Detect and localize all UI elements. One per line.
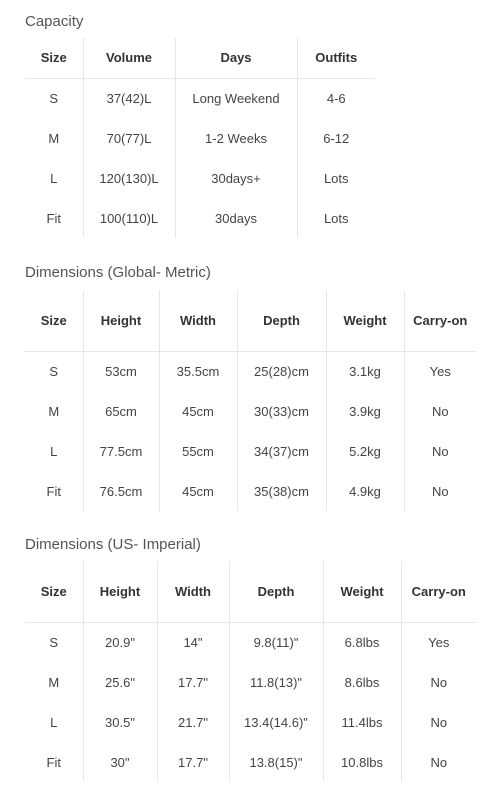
cell-height: 30.5" — [83, 702, 157, 742]
cell-size: Fit — [25, 471, 83, 511]
cell-carry-on: No — [430, 754, 448, 770]
cell-width: 17.7" — [157, 662, 229, 702]
cell-size: S — [25, 78, 83, 118]
cell-depth: 13.4(14.6)" — [229, 702, 323, 742]
cell-size: S — [25, 622, 83, 662]
cell-volume: 100(110)L — [83, 198, 175, 238]
column-header-weight: Weight — [326, 290, 404, 351]
cell-depth: 25(28)cm — [237, 351, 326, 391]
cell-outfits: 6-12 — [323, 130, 350, 146]
table-row — [25, 471, 476, 511]
table-header-row — [25, 290, 476, 351]
cell-weight: 5.2kg — [326, 431, 404, 471]
table-row — [25, 78, 375, 118]
cell-weight: 10.8lbs — [323, 742, 401, 782]
cell-days: 30days+ — [175, 158, 297, 198]
cell-volume: 37(42)L — [83, 78, 175, 118]
capacity-table — [25, 38, 375, 238]
table-row — [25, 391, 476, 431]
cell-carry-on: No — [431, 443, 449, 459]
table-row — [25, 351, 476, 391]
cell-weight: 3.9kg — [326, 391, 404, 431]
metric-table — [25, 290, 476, 511]
cell-weight: 4.9kg — [326, 471, 404, 511]
cell-size: M — [25, 391, 83, 431]
cell-carry-on: Yes — [428, 634, 450, 650]
table-row — [25, 702, 476, 742]
column-header-volume: Volume — [83, 38, 175, 78]
column-header-carry-on: Carry-on — [401, 561, 476, 622]
cell-depth: 34(37)cm — [237, 431, 326, 471]
cell-height: 53cm — [83, 351, 159, 391]
cell-outfits: 4-6 — [326, 90, 346, 106]
cell-size: L — [25, 702, 83, 742]
column-header-size: Size — [25, 38, 83, 78]
cell-outfits: Lots — [323, 210, 349, 226]
cell-carry-on: Yes — [429, 363, 451, 379]
table-row — [25, 622, 476, 662]
table-row — [25, 198, 375, 238]
cell-days: 1-2 Weeks — [175, 118, 297, 158]
table-row — [25, 118, 375, 158]
cell-weight: 8.6lbs — [323, 662, 401, 702]
cell-carry-on: No — [430, 674, 448, 690]
cell-weight: 6.8lbs — [323, 622, 401, 662]
cell-depth: 11.8(13)" — [229, 662, 323, 702]
cell-width: 35.5cm — [159, 351, 237, 391]
cell-size: Fit — [25, 198, 83, 238]
cell-days: 30days — [175, 198, 297, 238]
imperial-title: Dimensions (US- Imperial) — [25, 536, 201, 553]
cell-size: S — [25, 351, 83, 391]
column-header-height: Height — [83, 290, 159, 351]
column-header-weight: Weight — [323, 561, 401, 622]
table-header-row — [25, 38, 375, 78]
column-header-width: Width — [159, 290, 237, 351]
imperial-table — [25, 561, 476, 782]
column-header-outfits: Outfits — [297, 38, 375, 78]
column-header-depth: Depth — [229, 561, 323, 622]
cell-width: 21.7" — [157, 702, 229, 742]
cell-volume: 120(130)L — [83, 158, 175, 198]
metric-title: Dimensions (Global- Metric) — [25, 264, 211, 281]
cell-carry-on: No — [431, 483, 449, 499]
column-header-days: Days — [175, 38, 297, 78]
cell-width: 55cm — [159, 431, 237, 471]
cell-days: Long Weekend — [175, 78, 297, 118]
cell-volume: 70(77)L — [83, 118, 175, 158]
cell-size: L — [25, 158, 83, 198]
table-row — [25, 158, 375, 198]
cell-weight: 11.4lbs — [323, 702, 401, 742]
table-row — [25, 742, 476, 782]
cell-width: 14" — [157, 622, 229, 662]
cell-depth: 9.8(11)" — [229, 622, 323, 662]
cell-size: L — [25, 431, 83, 471]
cell-size: M — [25, 662, 83, 702]
cell-width: 45cm — [159, 391, 237, 431]
cell-height: 30" — [83, 742, 157, 782]
cell-carry-on: No — [431, 403, 449, 419]
cell-carry-on: No — [430, 714, 448, 730]
column-header-size: Size — [25, 290, 83, 351]
capacity-title: Capacity — [25, 13, 84, 30]
cell-weight: 3.1kg — [326, 351, 404, 391]
cell-height: 25.6" — [83, 662, 157, 702]
column-header-carry-on: Carry-on — [404, 290, 476, 351]
table-row — [25, 662, 476, 702]
column-header-depth: Depth — [237, 290, 326, 351]
cell-height: 76.5cm — [83, 471, 159, 511]
cell-height: 65cm — [83, 391, 159, 431]
cell-height: 77.5cm — [83, 431, 159, 471]
cell-size: Fit — [25, 742, 83, 782]
cell-depth: 35(38)cm — [237, 471, 326, 511]
column-header-width: Width — [157, 561, 229, 622]
cell-outfits: Lots — [323, 170, 349, 186]
table-row — [25, 431, 476, 471]
table-header-row — [25, 561, 476, 622]
cell-height: 20.9" — [83, 622, 157, 662]
column-header-size: Size — [25, 561, 83, 622]
cell-width: 45cm — [159, 471, 237, 511]
cell-width: 17.7" — [157, 742, 229, 782]
cell-size: M — [25, 118, 83, 158]
cell-depth: 13.8(15)" — [229, 742, 323, 782]
cell-depth: 30(33)cm — [237, 391, 326, 431]
column-header-height: Height — [83, 561, 157, 622]
